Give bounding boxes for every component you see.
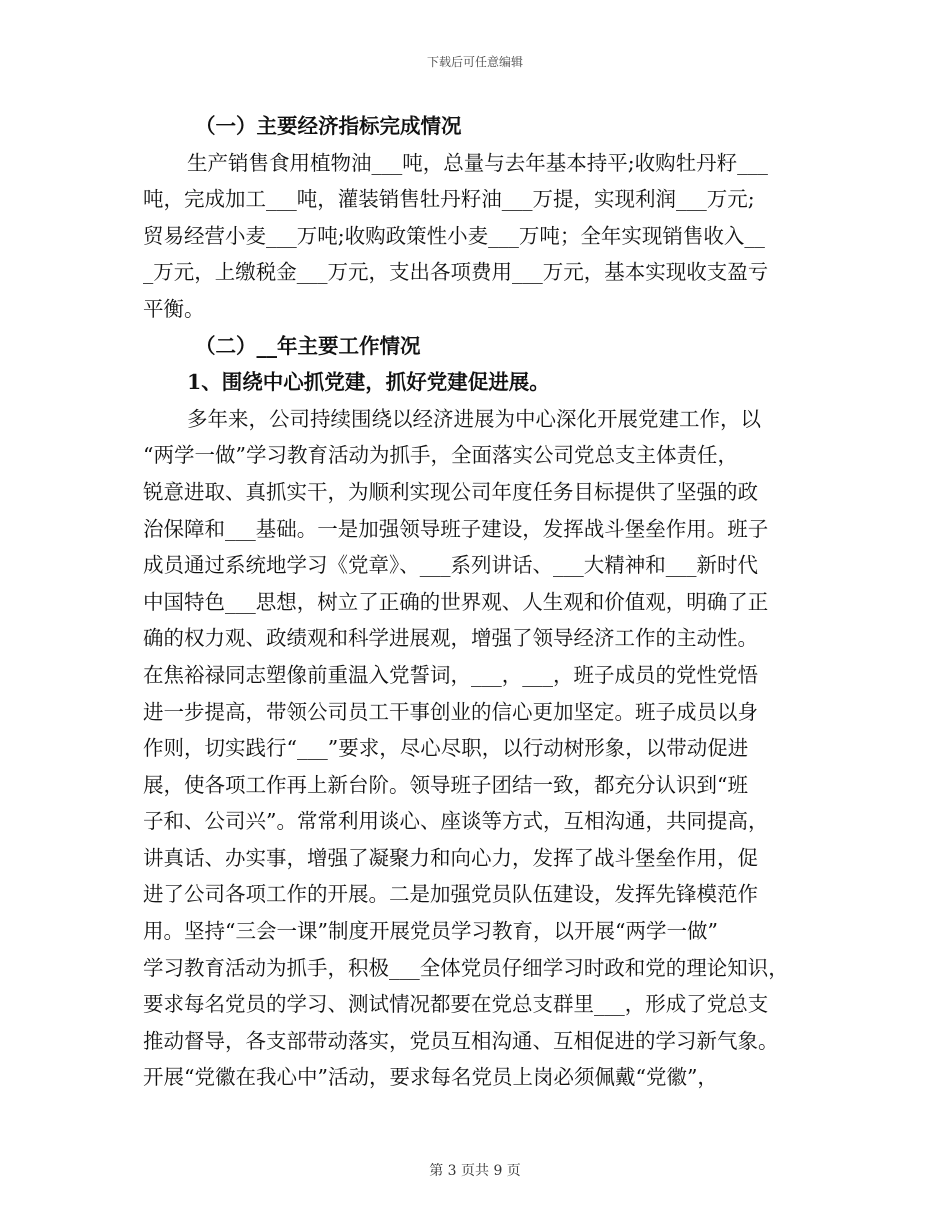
- page-header: 下载后可任意编辑: [426, 55, 523, 69]
- paragraph-line: 治保障和___基础。一是加强领导班子建设，发挥战斗堡垒作用。班子: [143, 516, 769, 541]
- paragraph-line: 生产销售食用植物油___吨，总量与去年基本持平;收购牡丹籽___: [187, 150, 768, 175]
- paragraph-line: 多年来，公司持续围绕以经济进展为中心深化开展党建工作，以: [187, 406, 761, 431]
- paragraph-line: 学习教育活动为抓手，积极___全体党员仔细学习时政和党的理论知识，: [143, 955, 789, 980]
- subsection-heading: 1、围绕中心抓党建，抓好党建促进展。: [187, 370, 550, 395]
- paragraph-line: 要求每名党员的学习、测试情况都要在党总支群里___，形成了党总支: [143, 992, 769, 1017]
- paragraph-line: 吨，完成加工___吨，灌装销售牡丹籽油___万提，实现利润___万元;: [143, 187, 755, 212]
- paragraph-line: 作则，切实践行“___”要求，尽心尽职，以行动树形象，以带动促进: [143, 736, 749, 761]
- paragraph-line: 成员通过系统地学习《党章》、___系列讲话、___大精神和___新时代: [143, 553, 758, 578]
- paragraph-line: 推动督导，各支部带动落实，党员互相沟通、互相促进的学习新气象。: [143, 1028, 779, 1053]
- paragraph-line: 在焦裕禄同志塑像前重温入党誓词，___，___，班子成员的党性党悟: [143, 662, 758, 687]
- paragraph-line: 子和、公司兴”。常常利用谈心、座谈等方式，互相沟通，共同提高，: [143, 809, 769, 834]
- paragraph-line: 用。坚持“三会一课”制度开展党员学习教育，以开展“两学一做”: [143, 919, 718, 944]
- paragraph-line: 开展“党徽在我心中”活动，要求每名党员上岗必须佩戴“党徽”，: [143, 1065, 718, 1090]
- paragraph-line: 进了公司各项工作的开展。二是加强党员队伍建设，发挥先锋模范作: [143, 882, 758, 907]
- paragraph-line: 锐意进取、真抓实干，为顺利实现公司年度任务目标提供了坚强的政: [143, 479, 758, 504]
- paragraph-line: 进一步提高，带领公司员工干事创业的信心更加坚定。班子成员以身: [143, 699, 758, 724]
- section-heading-1: （一）主要经济指标完成情况: [195, 114, 462, 138]
- section-heading-2: （二）__年主要工作情况: [195, 333, 421, 358]
- paragraph-line: 讲真话、办实事，增强了凝聚力和向心力，发挥了战斗堡垒作用，促: [143, 845, 758, 870]
- document-body: [143, 108, 811, 1096]
- paragraph-line: _万元，上缴税金___万元，支出各项费用___万元，基本实现收支盈亏: [143, 260, 769, 285]
- paragraph-line: 平衡。: [143, 296, 205, 321]
- paragraph-line: 贸易经营小麦___万吨;收购政策性小麦___万吨；全年实现销售收入__: [143, 223, 765, 248]
- paragraph-line: 确的权力观、政绩观和科学进展观，增强了领导经济工作的主动性。: [143, 626, 758, 651]
- paragraph-line: 中国特色___思想，树立了正确的世界观、人生观和价值观，明确了正: [143, 589, 769, 614]
- paragraph-line: “两学一做”学习教育活动为抓手，全面落实公司党总支主体责任，: [143, 443, 738, 468]
- paragraph-line: 展，使各项工作再上新台阶。领导班子团结一致，都充分认识到“班: [143, 772, 748, 797]
- page-number: 第 3 页共 9 页: [429, 1163, 521, 1179]
